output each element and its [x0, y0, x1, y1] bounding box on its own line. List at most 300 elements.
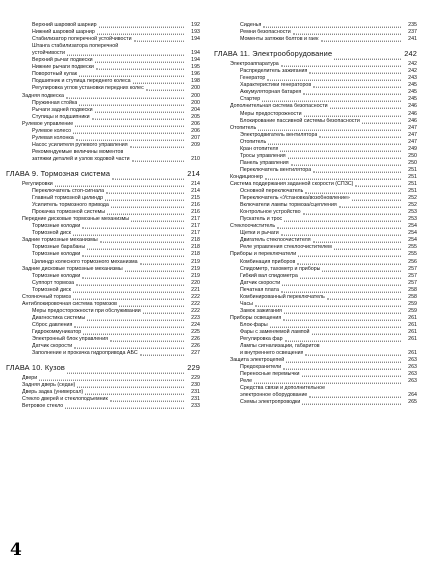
- toc-page-number: 193: [191, 29, 200, 36]
- dot-leader: [73, 291, 184, 292]
- toc-page-number: 218: [191, 251, 200, 258]
- dot-leader: [284, 221, 401, 222]
- toc-page-number: 237: [408, 29, 417, 36]
- toc-entry[interactable]: [214, 258, 417, 265]
- dot-leader: [281, 66, 401, 67]
- toc-page-number: 217: [191, 230, 200, 237]
- toc-entry-title: Верхний рычаг подвески: [32, 57, 93, 64]
- dot-leader: [268, 143, 401, 144]
- dot-leader: [82, 228, 184, 229]
- toc-entry-title: Предохранители: [240, 364, 282, 371]
- toc-page-number: 261: [408, 314, 417, 321]
- toc-entry-title: Поворотный кулак: [32, 71, 78, 78]
- toc-entry[interactable]: [214, 125, 417, 132]
- toc-entry-title: Комбинация приборов: [240, 258, 296, 265]
- toc-entry[interactable]: [6, 22, 200, 29]
- toc-entry-title: Блок-фары: [240, 321, 268, 328]
- dot-leader: [143, 313, 184, 314]
- toc-entry[interactable]: [6, 85, 200, 92]
- toc-entry[interactable]: [214, 89, 417, 96]
- toc-entry[interactable]: [214, 139, 417, 146]
- toc-entry[interactable]: [214, 146, 417, 153]
- toc-entry[interactable]: [214, 294, 417, 301]
- toc-entry-title: Верхний шаровой шарнир: [32, 22, 97, 29]
- toc-entry-title: Стартер: [240, 96, 261, 103]
- toc-entry[interactable]: [6, 322, 200, 329]
- toc-entry-title: Тормозные барабаны: [32, 244, 86, 251]
- toc-entry[interactable]: [214, 399, 417, 406]
- toc-page-number: 243: [408, 75, 417, 82]
- dot-leader: [110, 341, 184, 342]
- toc-entry-title: Основной переключатель: [240, 188, 304, 195]
- toc-entry-title: Система поддержания заданной скорости (СПЗС): [230, 180, 354, 187]
- toc-entry-title: Задние дисковые тормозные механизмы: [22, 265, 123, 272]
- toc-page-number: 216: [191, 209, 200, 216]
- toc-entry-title: Цилиндр колесного тормозного механизма: [32, 258, 138, 265]
- toc-page-number: 219: [191, 272, 200, 279]
- dot-leader: [131, 221, 184, 222]
- dot-leader: [130, 147, 184, 148]
- toc-page-number: 217: [191, 216, 200, 223]
- dot-leader: [73, 298, 184, 299]
- toc-entry[interactable]: [214, 385, 417, 392]
- toc-entry-title: Включатели лампы тормоза/сцепления: [240, 202, 337, 209]
- toc-entry[interactable]: [6, 43, 200, 50]
- dot-leader: [67, 373, 184, 374]
- dot-leader: [288, 157, 401, 158]
- toc-entry-title: Кран отопителя: [240, 145, 279, 152]
- toc-entry-title: Реле управления стеклоочистителем: [240, 244, 332, 251]
- toc-page-number: 229: [187, 363, 200, 373]
- dot-leader: [313, 172, 401, 173]
- toc-entry[interactable]: [214, 308, 417, 315]
- toc-page-number: 218: [191, 237, 200, 244]
- toc-entry[interactable]: [6, 273, 200, 280]
- toc-entry[interactable]: [214, 167, 417, 174]
- toc-page-number: 247: [408, 131, 417, 138]
- toc-entry[interactable]: [6, 135, 200, 142]
- toc-page-number: 200: [191, 92, 200, 99]
- toc-entry[interactable]: [6, 64, 200, 71]
- toc-page-number: 254: [408, 237, 417, 244]
- toc-page-number: 249: [408, 145, 417, 152]
- toc-page-number: 257: [408, 265, 417, 272]
- toc-entry[interactable]: [214, 82, 417, 89]
- toc-entry-title: Моменты затяжки болтов и гаек: [240, 36, 319, 43]
- toc-entry-title: Тормозные колодки: [32, 272, 81, 279]
- toc-page-number: 200: [191, 99, 200, 106]
- toc-entry[interactable]: [214, 209, 417, 216]
- toc-entry-title: Прокачка тормозной системы: [32, 209, 106, 216]
- dot-leader: [74, 348, 184, 349]
- dot-leader: [319, 136, 401, 137]
- dot-leader: [255, 305, 401, 306]
- toc-entry-title: Характеристики генераторов: [240, 82, 312, 89]
- dot-leader: [286, 362, 401, 363]
- dot-leader: [110, 401, 184, 402]
- dot-leader: [321, 41, 402, 42]
- toc-chapter-heading[interactable]: [6, 167, 200, 181]
- toc-entry[interactable]: [214, 160, 417, 167]
- dot-leader: [39, 380, 184, 381]
- toc-entry[interactable]: [6, 315, 200, 322]
- toc-entry[interactable]: [6, 280, 200, 287]
- toc-entry[interactable]: [214, 195, 417, 202]
- dot-leader: [79, 104, 184, 105]
- toc-entry[interactable]: [214, 266, 417, 273]
- toc-entry[interactable]: [214, 343, 417, 350]
- toc-page-number: 196: [191, 71, 200, 78]
- toc-page-number: 246: [408, 103, 417, 110]
- dot-leader: [77, 387, 184, 388]
- toc-page-number: 194: [191, 57, 200, 64]
- toc-page-number: 254: [408, 230, 417, 237]
- toc-entry-title: Стеклоочиститель: [230, 223, 276, 230]
- toc-entry-title: Генератор: [240, 75, 266, 82]
- toc-entry-title: Датчик скорости: [32, 343, 73, 350]
- toc-entry[interactable]: [214, 174, 417, 181]
- dot-leader: [280, 150, 401, 151]
- toc-page-number: 195: [191, 64, 200, 71]
- toc-entry[interactable]: [6, 375, 200, 382]
- toc-entry[interactable]: [6, 142, 200, 149]
- toc-entry-title: и внутреннего освещения: [240, 350, 304, 357]
- toc-entry-title: Электроаппаратура: [230, 61, 279, 68]
- toc-entry[interactable]: [6, 343, 200, 350]
- toc-entry[interactable]: [214, 287, 417, 294]
- toc-entry[interactable]: [214, 132, 417, 139]
- toc-page-number: 225: [191, 328, 200, 335]
- toc-entry-title: Средства связи и дополнительное: [240, 385, 326, 392]
- toc-entry-title: Усилитель тормозного привода: [32, 202, 109, 209]
- toc-entry-title: Стабилизатор поперечной устойчивости: [32, 36, 132, 43]
- toc-page-number: 214: [187, 168, 200, 178]
- toc-entry[interactable]: [6, 382, 200, 389]
- toc-entry[interactable]: [6, 329, 200, 336]
- toc-entry[interactable]: [214, 378, 417, 385]
- toc-entry[interactable]: [214, 202, 417, 209]
- dot-leader: [305, 355, 401, 356]
- toc-chapter-heading[interactable]: [6, 361, 200, 375]
- toc-entry-title: Тормозной диск: [32, 230, 71, 237]
- toc-entry-title: Печатная плата: [240, 286, 279, 293]
- dot-leader: [106, 193, 184, 194]
- toc-entry[interactable]: [6, 389, 200, 396]
- toc-page-number: 226: [191, 343, 200, 350]
- toc-entry[interactable]: [214, 188, 417, 195]
- toc-entry[interactable]: [6, 188, 200, 195]
- toc-entry[interactable]: [6, 202, 200, 209]
- toc-entry-title: Переключатель вентилятора: [240, 166, 312, 173]
- toc-entry-title: Схемы электропроводки: [240, 399, 301, 406]
- toc-page-number: 264: [408, 392, 417, 399]
- toc-entry-title: затяжки деталей и узлов ходовой части: [32, 155, 130, 162]
- toc-entry[interactable]: [214, 371, 417, 378]
- toc-entry[interactable]: [214, 181, 417, 188]
- toc-page-number: 252: [408, 202, 417, 209]
- dot-leader: [146, 90, 184, 91]
- dot-leader: [327, 298, 401, 299]
- toc-page-number: 219: [191, 265, 200, 272]
- dot-leader: [298, 256, 401, 257]
- dot-leader: [112, 179, 184, 180]
- toc-entry-title: Гибкий вал спидометра: [240, 272, 298, 279]
- toc-page-number: 255: [408, 244, 417, 251]
- toc-page-number: 231: [191, 396, 200, 403]
- toc-entry-title: Стекло дверей и стеклоподъемник: [22, 396, 108, 403]
- toc-page-number: 230: [191, 382, 200, 389]
- toc-entry-title: Пружинная стойка: [32, 99, 78, 106]
- toc-page-number: 259: [408, 307, 417, 314]
- toc-page-number: 229: [191, 375, 200, 382]
- toc-entry[interactable]: [214, 273, 417, 280]
- toc-entry-title: Дополнительная система безопасности: [230, 103, 328, 110]
- toc-entry[interactable]: [6, 336, 200, 343]
- toc-chapter-heading[interactable]: [214, 47, 417, 61]
- toc-entry-title: Подшипник и ступица переднего колеса: [32, 78, 131, 85]
- toc-page-number: 256: [408, 258, 417, 265]
- toc-page-number: 257: [408, 279, 417, 286]
- toc-entry[interactable]: [6, 266, 200, 273]
- dot-leader: [270, 327, 401, 328]
- toc-page-number: 214: [191, 180, 200, 187]
- toc-page-number: 205: [191, 113, 200, 120]
- toc-entry-title: Комбинированный переключатель: [240, 293, 325, 300]
- toc-entry-title: ГЛАВА 10. Кузов: [6, 363, 65, 373]
- toc-entry[interactable]: [214, 251, 417, 258]
- toc-entry[interactable]: [6, 195, 200, 202]
- dot-leader: [297, 263, 401, 264]
- toc-entry-title: Ветровое стекло: [22, 403, 64, 410]
- dot-leader: [277, 228, 401, 229]
- toc-entry[interactable]: [214, 110, 417, 117]
- toc-entry[interactable]: [6, 50, 200, 57]
- toc-entry[interactable]: [214, 364, 417, 371]
- dot-leader: [267, 80, 401, 81]
- dot-leader: [330, 108, 401, 109]
- toc-page-number: 204: [191, 106, 200, 113]
- toc-entry-title: Ступицы и подшипники: [32, 113, 90, 120]
- toc-entry-title: Панель управления: [240, 159, 289, 166]
- toc-page-number: 247: [408, 124, 417, 131]
- toc-entry-title: Фары с заменяемой лампой: [240, 328, 310, 335]
- toc-page-number: 216: [191, 202, 200, 209]
- toc-page-number: 215: [191, 195, 200, 202]
- toc-entry-title: Аккумуляторная батарея: [240, 89, 302, 96]
- toc-entry-title: Меры предосторожности при обслуживании: [32, 307, 141, 314]
- toc-entry-title: Стояночный тормоз: [22, 293, 71, 300]
- toc-entry[interactable]: [214, 96, 417, 103]
- toc-entry-title: Датчик скорости: [240, 279, 281, 286]
- toc-page-number: 263: [408, 371, 417, 378]
- toc-page-number: 261: [408, 328, 417, 335]
- dot-leader: [66, 97, 184, 98]
- toc-entry[interactable]: [6, 403, 200, 410]
- toc-page-number: 258: [408, 286, 417, 293]
- toc-entry[interactable]: [214, 315, 417, 322]
- toc-entry[interactable]: [214, 392, 417, 399]
- toc-entry[interactable]: [214, 29, 417, 36]
- toc-page-number: 206: [191, 120, 200, 127]
- dot-leader: [55, 186, 184, 187]
- toc-page-number: 217: [191, 223, 200, 230]
- toc-entry[interactable]: [214, 244, 417, 251]
- toc-entry[interactable]: [6, 181, 200, 188]
- toc-page-number: 246: [408, 117, 417, 124]
- toc-entry[interactable]: [6, 301, 200, 308]
- toc-entry-title: Пускатель и трос: [240, 216, 283, 223]
- toc-page-number: 200: [191, 85, 200, 92]
- toc-entry[interactable]: [6, 92, 200, 99]
- toc-entry-title: Рулевая колонка: [32, 134, 74, 141]
- toc-entry-title: Электронный блок управления: [32, 336, 109, 343]
- toc-entry[interactable]: [6, 36, 200, 43]
- toc-entry-title: Защита электроцепей: [230, 357, 285, 364]
- toc-entry[interactable]: [214, 216, 417, 223]
- toc-page-number: 222: [191, 307, 200, 314]
- toc-entry-title: Дверь задка (универсал): [22, 389, 84, 396]
- toc-entry[interactable]: [6, 107, 200, 114]
- toc-entry-title: Сиденья: [240, 22, 262, 29]
- toc-entry[interactable]: [214, 223, 417, 230]
- toc-entry[interactable]: [6, 78, 200, 85]
- toc-entry[interactable]: [214, 237, 417, 244]
- toc-entry[interactable]: [6, 244, 200, 251]
- toc-entry[interactable]: [214, 230, 417, 237]
- dot-leader: [105, 200, 184, 201]
- toc-entry[interactable]: [6, 128, 200, 135]
- dot-leader: [87, 320, 184, 321]
- toc-entry[interactable]: [6, 71, 200, 78]
- toc-entry[interactable]: [6, 396, 200, 403]
- toc-page-number: 222: [191, 300, 200, 307]
- dot-leader: [265, 179, 401, 180]
- toc-page-number: 247: [408, 138, 417, 145]
- toc-left-column: [6, 22, 200, 410]
- toc-page-number: 265: [408, 399, 417, 406]
- toc-entry[interactable]: [6, 29, 200, 36]
- toc-entry[interactable]: [6, 294, 200, 301]
- dot-leader: [302, 376, 401, 377]
- toc-page-number: 222: [191, 293, 200, 300]
- toc-left-rows: [6, 22, 200, 410]
- toc-page-number: 251: [408, 180, 417, 187]
- dot-leader: [313, 242, 401, 243]
- dot-leader: [96, 69, 184, 70]
- toc-entry[interactable]: [6, 57, 200, 64]
- toc-right-rows: [214, 22, 417, 406]
- toc-entry-title: Переносные перемычки: [240, 371, 300, 378]
- toc-entry[interactable]: [6, 237, 200, 244]
- toc-page-number: 209: [191, 141, 200, 148]
- toc-entry[interactable]: [214, 322, 417, 329]
- toc-entry[interactable]: [6, 100, 200, 107]
- toc-page-number: 255: [408, 251, 417, 258]
- toc-entry-title: Тормозные колодки: [32, 223, 81, 230]
- toc-page-number: 241: [408, 36, 417, 43]
- toc-page-number: 231: [191, 389, 200, 396]
- toc-entry[interactable]: [6, 223, 200, 230]
- toc-entry[interactable]: [6, 149, 200, 156]
- toc-page-number: 242: [408, 68, 417, 75]
- toc-entry-title: Диагностика системы: [32, 314, 86, 321]
- toc-entry-title: Тросы управления: [240, 152, 286, 159]
- dot-leader: [304, 115, 401, 116]
- toc-entry-title: Лампы сигнализации, габаритов: [240, 343, 320, 350]
- toc-entry-title: Щетки и рычаги: [240, 230, 279, 237]
- toc-entry-title: Тормозные колодки: [32, 251, 81, 258]
- toc-entry-title: Переключатель «Установка/возобновление»: [240, 195, 350, 202]
- toc-entry[interactable]: [214, 280, 417, 287]
- dot-leader: [140, 263, 184, 264]
- toc-entry[interactable]: [6, 121, 200, 128]
- toc-page-number: 253: [408, 209, 417, 216]
- toc-entry[interactable]: [214, 68, 417, 75]
- toc-entry[interactable]: [6, 350, 200, 357]
- toc-entry[interactable]: [214, 75, 417, 82]
- toc-entry[interactable]: [214, 329, 417, 336]
- toc-entry[interactable]: [214, 357, 417, 364]
- dot-leader: [76, 139, 184, 140]
- toc-entry[interactable]: [214, 61, 417, 68]
- toc-entry[interactable]: [6, 258, 200, 265]
- dot-leader: [87, 249, 184, 250]
- toc-entry[interactable]: [6, 156, 200, 163]
- toc-entry[interactable]: [6, 209, 200, 216]
- toc-entry[interactable]: [6, 308, 200, 315]
- toc-entry-title: Замок зажигания: [240, 307, 282, 314]
- toc-entry-title: Контрольное устройство: [240, 209, 301, 216]
- toc-entry[interactable]: [214, 153, 417, 160]
- toc-entry[interactable]: [214, 36, 417, 43]
- dot-leader: [285, 341, 401, 342]
- toc-entry[interactable]: [214, 103, 417, 110]
- dot-leader: [258, 129, 401, 130]
- dot-leader: [92, 118, 184, 119]
- dot-leader: [85, 394, 184, 395]
- toc-entry-title: Реле: [240, 378, 253, 385]
- dot-leader: [99, 27, 184, 28]
- toc-entry[interactable]: [214, 301, 417, 308]
- toc-entry[interactable]: [6, 114, 200, 121]
- toc-page-number: 261: [408, 350, 417, 357]
- dot-leader: [334, 249, 401, 250]
- toc-page-number: 253: [408, 216, 417, 223]
- toc-page-number: 206: [191, 127, 200, 134]
- toc-page-number: 214: [191, 188, 200, 195]
- toc-entry-title: электронное оборудование: [240, 392, 308, 399]
- toc-entry[interactable]: [6, 287, 200, 294]
- dot-leader: [132, 161, 184, 162]
- toc-entry-title: Переключатель стоп-сигнала: [32, 188, 105, 195]
- toc-entry-title: Приборы и переключатели: [230, 251, 297, 258]
- toc-entry-title: Нижние рычаги подвески: [32, 64, 94, 71]
- toc-entry[interactable]: [6, 230, 200, 237]
- dot-leader: [302, 404, 401, 405]
- toc-entry[interactable]: [214, 118, 417, 125]
- toc-entry[interactable]: [6, 251, 200, 258]
- toc-entry-title: Регулировка фар: [240, 336, 283, 343]
- toc-entry[interactable]: [214, 336, 417, 343]
- toc-page-number: 192: [191, 22, 200, 29]
- toc-entry[interactable]: [6, 216, 200, 223]
- dot-leader: [263, 27, 401, 28]
- toc-entry-title: Штанга стабилизатора поперечной: [32, 43, 119, 50]
- dot-leader: [300, 277, 401, 278]
- toc-entry[interactable]: [214, 350, 417, 357]
- toc-entry[interactable]: [214, 22, 417, 29]
- dot-leader: [281, 235, 401, 236]
